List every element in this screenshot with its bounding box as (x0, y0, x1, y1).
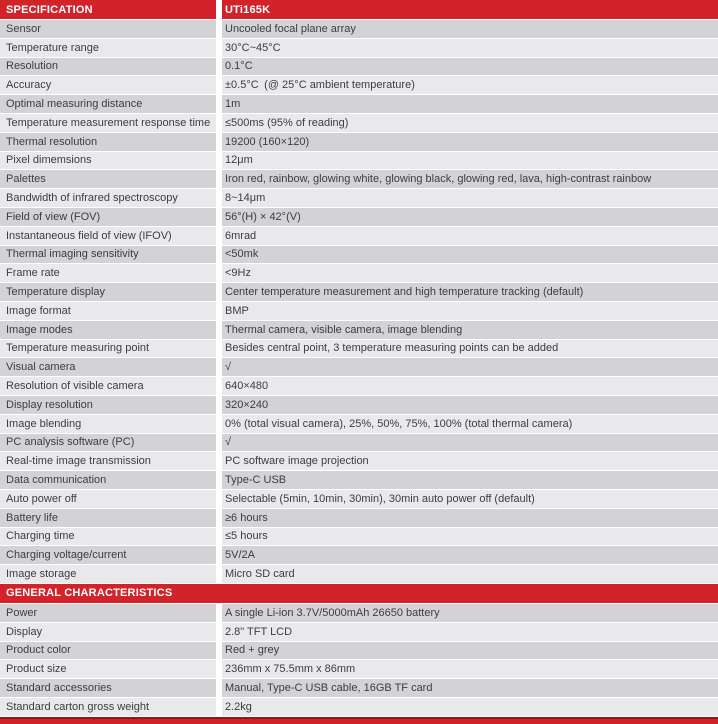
row-value: √ (222, 358, 718, 376)
table-row (0, 227, 718, 246)
row-label: Accuracy (0, 76, 216, 94)
row-label: Instantaneous field of view (IFOV) (0, 227, 216, 245)
row-label: Image storage (0, 565, 216, 583)
table-row (0, 490, 718, 509)
general-section-header (0, 584, 718, 604)
row-label: Resolution of visible camera (0, 377, 216, 395)
table-row (0, 679, 718, 698)
row-value: 320×240 (222, 396, 718, 414)
row-value: 2.2kg (222, 698, 718, 716)
row-label: Display (0, 623, 216, 641)
row-value: 56°(H) × 42°(V) (222, 208, 718, 226)
table-row (0, 152, 718, 171)
table-row (0, 95, 718, 114)
row-value: Uncooled focal plane array (222, 20, 718, 38)
row-label: Field of view (FOV) (0, 208, 216, 226)
table-row (0, 321, 718, 340)
row-value: PC software image projection (222, 452, 718, 470)
table-row (0, 133, 718, 152)
table-row (0, 623, 718, 642)
general-header-title: GENERAL CHARACTERISTICS (0, 584, 718, 603)
row-label: Data communication (0, 471, 216, 489)
table-row (0, 396, 718, 415)
table-row (0, 246, 718, 265)
row-value: ≥6 hours (222, 509, 718, 527)
table-row (0, 471, 718, 490)
table-row (0, 509, 718, 528)
row-value: Center temperature measurement and high temperature tracking (default) (222, 283, 718, 301)
row-value: ≤500ms (95% of reading) (222, 114, 718, 132)
row-value: 2.8" TFT LCD (222, 623, 718, 641)
table-row (0, 39, 718, 58)
row-label: Charging time (0, 528, 216, 546)
row-label: Product size (0, 660, 216, 678)
row-value: Red + grey (222, 642, 718, 660)
row-label: Battery life (0, 509, 216, 527)
row-value: BMP (222, 302, 718, 320)
table-row (0, 340, 718, 359)
row-label: Sensor (0, 20, 216, 38)
table-row (0, 698, 718, 717)
row-label: Charging voltage/current (0, 546, 216, 564)
row-value: 640×480 (222, 377, 718, 395)
row-value: Micro SD card (222, 565, 718, 583)
row-value: <9Hz (222, 264, 718, 282)
table-row (0, 660, 718, 679)
row-label: Display resolution (0, 396, 216, 414)
row-value: Selectable (5min, 10min, 30min), 30min auto power off (default) (222, 490, 718, 508)
row-value: 0% (total visual camera), 25%, 50%, 75%, 100% (total thermal camera) (222, 415, 718, 433)
row-value: A single Li-ion 3.7V/5000mAh 26650 battery (222, 604, 718, 622)
row-value: 1m (222, 95, 718, 113)
table-row (0, 415, 718, 434)
row-value: 6mrad (222, 227, 718, 245)
table-row (0, 283, 718, 302)
row-value: √ (222, 434, 718, 452)
table-row (0, 565, 718, 584)
row-label: Standard carton gross weight (0, 698, 216, 716)
row-value: 8~14μm (222, 189, 718, 207)
table-row (0, 20, 718, 39)
table-row (0, 642, 718, 661)
table-row (0, 76, 718, 95)
row-value: Thermal camera, visible camera, image blending (222, 321, 718, 339)
row-value: 5V/2A (222, 546, 718, 564)
bottom-accent-bar (0, 717, 718, 724)
row-label: Pixel dimemsions (0, 152, 216, 170)
row-value: 12μm (222, 152, 718, 170)
row-label: Image format (0, 302, 216, 320)
row-label: Real-time image transmission (0, 452, 216, 470)
spec-section-header (0, 0, 718, 20)
table-row (0, 358, 718, 377)
table-row (0, 170, 718, 189)
spec-header-model: UTi165K (222, 0, 718, 19)
row-value: ≤5 hours (222, 528, 718, 546)
row-label: Temperature measurement response time (0, 114, 216, 132)
row-label: Temperature range (0, 39, 216, 57)
row-label: PC analysis software (PC) (0, 434, 216, 452)
table-row (0, 58, 718, 77)
row-label: Bandwidth of infrared spectroscopy (0, 189, 216, 207)
row-label: Image modes (0, 321, 216, 339)
row-value: Manual, Type-C USB cable, 16GB TF card (222, 679, 718, 697)
row-label: Auto power off (0, 490, 216, 508)
row-value: Type-C USB (222, 471, 718, 489)
row-value: 236mm x 75.5mm x 86mm (222, 660, 718, 678)
row-label: Resolution (0, 58, 216, 76)
table-row (0, 528, 718, 547)
row-label: Power (0, 604, 216, 622)
table-row (0, 264, 718, 283)
row-label: Optimal measuring distance (0, 95, 216, 113)
row-value: ±0.5°C (@ 25°C ambient temperature) (222, 76, 718, 94)
row-value: 30°C~45°C (222, 39, 718, 57)
row-label: Visual camera (0, 358, 216, 376)
row-label: Frame rate (0, 264, 216, 282)
table-row (0, 546, 718, 565)
row-value: <50mk (222, 246, 718, 264)
table-row (0, 302, 718, 321)
row-value: 19200 (160×120) (222, 133, 718, 151)
row-label: Product color (0, 642, 216, 660)
row-label: Temperature measuring point (0, 340, 216, 358)
row-label: Standard accessories (0, 679, 216, 697)
table-row (0, 604, 718, 623)
row-label: Image blending (0, 415, 216, 433)
row-label: Temperature display (0, 283, 216, 301)
table-row (0, 114, 718, 133)
row-value: 0.1°C (222, 58, 718, 76)
table-row (0, 189, 718, 208)
table-row (0, 208, 718, 227)
row-label: Thermal imaging sensitivity (0, 246, 216, 264)
table-row (0, 434, 718, 453)
row-label: Palettes (0, 170, 216, 188)
spec-header-title: SPECIFICATION (0, 0, 216, 19)
table-row (0, 452, 718, 471)
table-row (0, 377, 718, 396)
row-value: Besides central point, 3 temperature measuring points can be added (222, 340, 718, 358)
row-label: Thermal resolution (0, 133, 216, 151)
row-value: Iron red, rainbow, glowing white, glowing black, glowing red, lava, high-contrast rainbow (222, 170, 718, 188)
